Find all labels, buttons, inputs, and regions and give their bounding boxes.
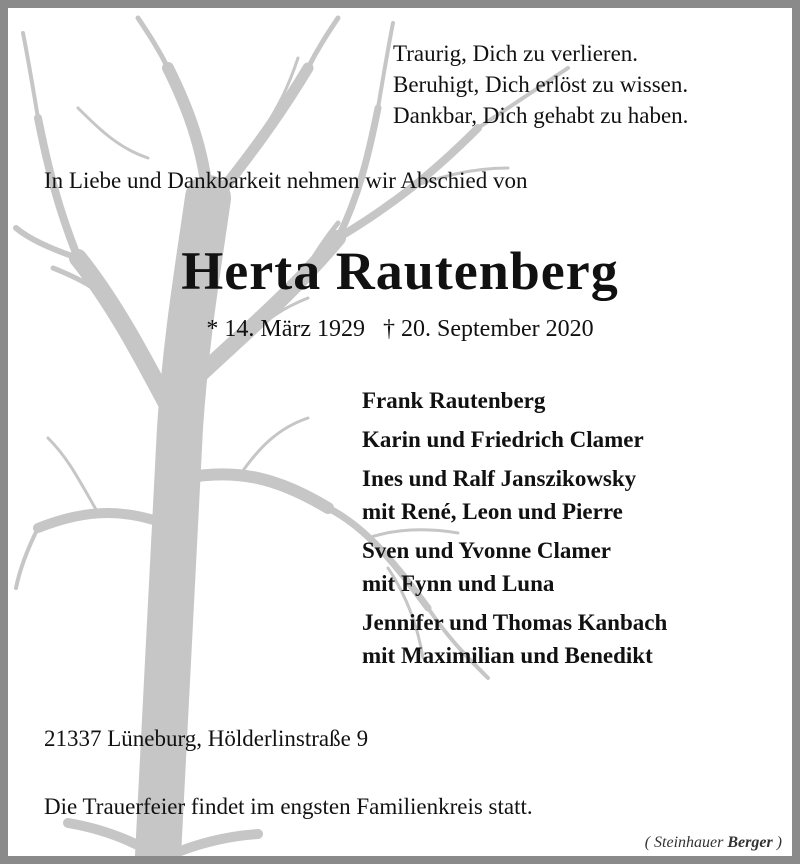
intro-text: In Liebe und Dankbarkeit nehmen wir Abschied von — [44, 168, 528, 193]
mourner-line: Sven und Yvonne Clamer — [362, 538, 611, 563]
poem-line: Beruhigt, Dich erlöst zu wissen. — [393, 72, 689, 97]
mourner-group — [362, 423, 667, 456]
signature-paren-close: ) — [776, 834, 782, 851]
publisher-signature — [645, 834, 782, 852]
signature-part2: Berger — [727, 834, 773, 851]
poem-line: Traurig, Dich zu verlieren. — [393, 41, 639, 66]
mourner-line: Frank Rautenberg — [362, 388, 546, 413]
mourners-list — [362, 384, 667, 678]
mourner-line: Ines und Ralf Janszikowsky — [362, 466, 637, 491]
mourner-line: mit Maximilian und Benedikt — [362, 643, 653, 668]
mourner-line: Jennifer und Thomas Kanbach — [362, 610, 668, 635]
mourner-group — [362, 606, 667, 672]
mourner-line: Karin und Friedrich Clamer — [362, 427, 644, 452]
signature-paren-open: ( — [644, 834, 651, 851]
poem-line: Dankbar, Dich gehabt zu haben. — [393, 103, 689, 128]
mourner-group — [362, 534, 667, 600]
funeral-note: Die Trauerfeier findet im engsten Familienkreis statt. — [44, 794, 533, 819]
death-date: † 20. September 2020 — [383, 316, 594, 342]
address: 21337 Lüneburg, Hölderlinstraße 9 — [44, 726, 369, 751]
mourner-group — [362, 384, 667, 417]
birth-date: * 14. März 1929 — [206, 316, 365, 342]
mourner-line: mit René, Leon und Pierre — [362, 499, 623, 524]
mourner-group — [362, 462, 667, 528]
mourner-line: mit Fynn und Luna — [362, 571, 555, 596]
deceased-name: Herta Rautenberg — [181, 241, 619, 301]
poem — [393, 38, 688, 131]
signature-part1: Steinhauer — [654, 834, 724, 851]
life-dates — [8, 316, 792, 343]
